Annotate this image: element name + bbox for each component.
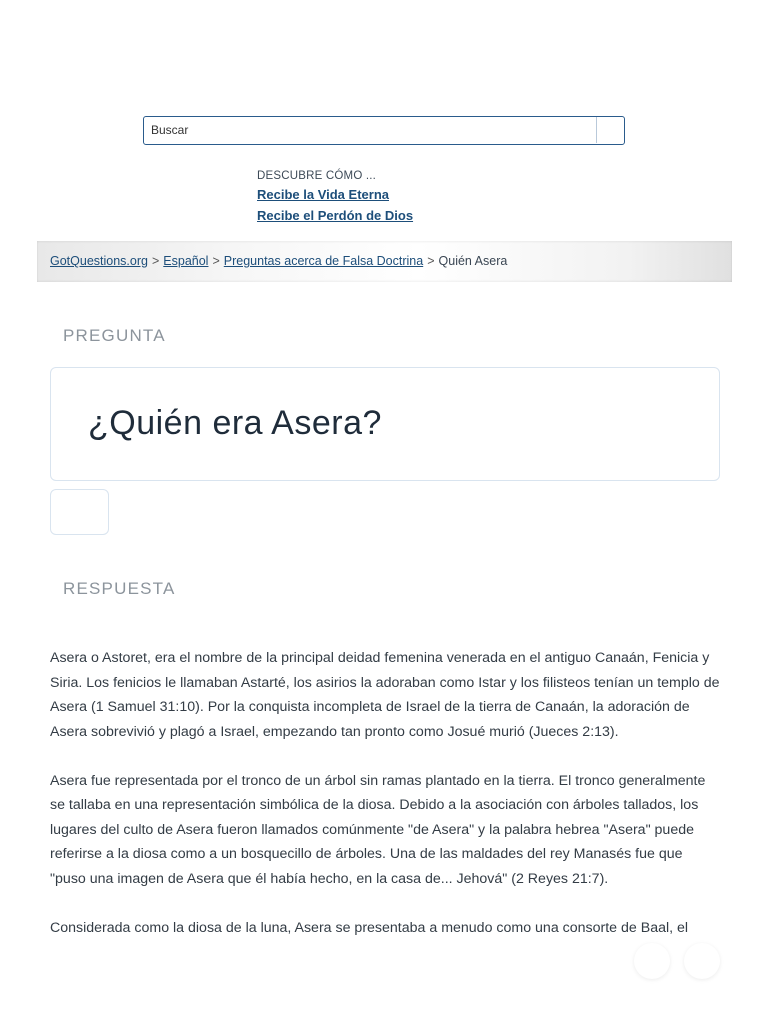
breadcrumb-category[interactable]: Preguntas acerca de Falsa Doctrina (223, 254, 424, 268)
search-submit-button[interactable] (597, 117, 624, 143)
search-input[interactable] (144, 117, 596, 143)
floating-button-left[interactable] (634, 943, 670, 979)
link-eternal-life[interactable]: Recibe la Vida Eterna (257, 187, 389, 202)
page-title: ¿Quién era Asera? (88, 404, 382, 442)
question-card (50, 367, 720, 481)
breadcrumb (50, 254, 507, 268)
floating-button-right[interactable] (684, 943, 720, 979)
answer-paragraph: Asera o Astoret, era el nombre de la principal deidad femenina venerada en el antiguo Canaán, Fenicia y Siria. Los fenicios le llamaban Astarté, los asirios la adoraban como Istar y los filisteos tenían un templo de Asera (1 Samuel 31:10). Por la conquista incompleta de Israel de la tierra de Canaán, la adoración de Asera sobrevivió y plagó a Israel, empezando tan pronto como Josué murió (Jueces 2:13). (50, 650, 720, 740)
breadcrumb-current: Quién Asera (438, 254, 508, 268)
share-box[interactable] (50, 489, 109, 535)
breadcrumb-separator: > (151, 254, 160, 268)
breadcrumb-home[interactable]: GotQuestions.org (50, 254, 148, 268)
discover-title: DESCUBRE CÓMO ... (257, 170, 377, 182)
link-forgiveness[interactable]: Recibe el Perdón de Dios (257, 208, 414, 223)
answer-paragraph: Asera fue representada por el tronco de un árbol sin ramas plantado en la tierra. El tronco generalmente se tallaba en una representación simbólica de la diosa. Debido a la asociación con árboles tallados, los lugares del culto de Asera fueron llamados comúnmente "de Asera" y la palabra hebrea "Asera" puede referirse a la diosa como a un bosquecillo de árboles. Una de las maldades del rey Manasés fue que "puso una imagen de Asera que él había hecho, en la casa de... Jehová" (2 Reyes 21:7). (50, 772, 706, 887)
breadcrumb-espanol[interactable]: Español (163, 254, 209, 268)
answer-label: RESPUESTA (63, 579, 176, 598)
breadcrumb-bar (37, 241, 732, 282)
breadcrumb-separator: > (427, 254, 435, 268)
search-box (143, 116, 625, 145)
discover-section (257, 168, 413, 226)
answer-body (50, 646, 722, 965)
breadcrumb-separator: > (212, 254, 220, 268)
answer-paragraph: Considerada como la diosa de la luna, Asera se presentaba a menudo como una consorte de Baal, el (50, 919, 689, 936)
question-label: PREGUNTA (63, 326, 166, 345)
